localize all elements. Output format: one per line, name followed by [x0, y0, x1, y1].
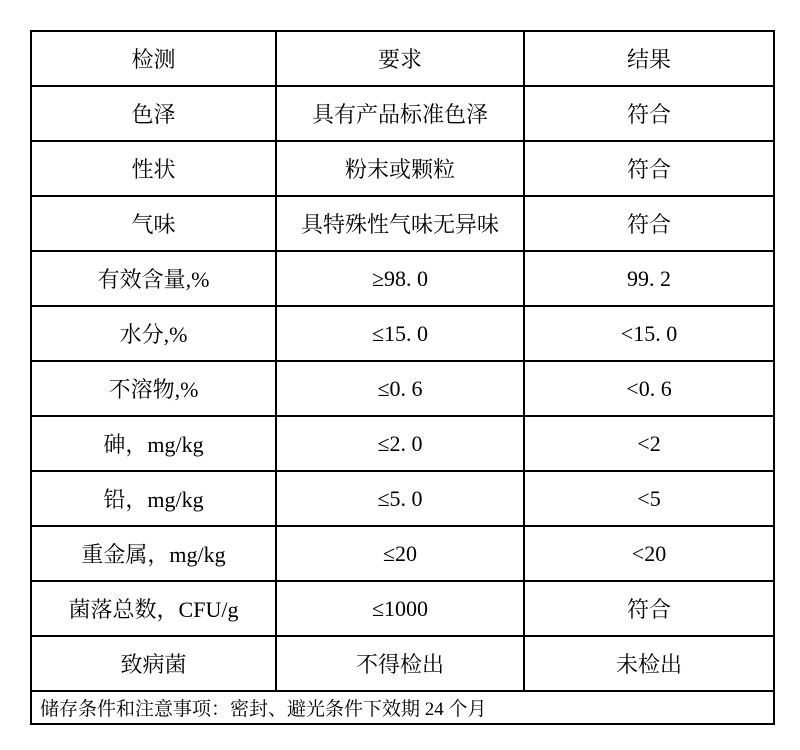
requirement-cell: 具有产品标准色泽 [276, 86, 524, 141]
requirement-cell: ≤1000 [276, 581, 524, 636]
requirement-cell: ≤0. 6 [276, 361, 524, 416]
item-cell: 不溶物,% [31, 361, 276, 416]
result-cell: 符合 [524, 86, 774, 141]
result-cell: <15. 0 [524, 306, 774, 361]
table-row [31, 526, 774, 581]
requirement-cell: ≤2. 0 [276, 416, 524, 471]
result-cell: 符合 [524, 141, 774, 196]
result-cell: <20 [524, 526, 774, 581]
table-row [31, 416, 774, 471]
item-cell: 水分,% [31, 306, 276, 361]
footer-row [31, 691, 774, 724]
requirement-cell: ≤5. 0 [276, 471, 524, 526]
table-row [31, 581, 774, 636]
table-body [31, 86, 774, 691]
item-cell: 有效含量,% [31, 251, 276, 306]
item-cell: 砷，mg/kg [31, 416, 276, 471]
requirement-cell: ≥98. 0 [276, 251, 524, 306]
result-cell: <0. 6 [524, 361, 774, 416]
requirement-cell: 不得检出 [276, 636, 524, 691]
requirement-cell: 粉末或颗粒 [276, 141, 524, 196]
storage-note: 储存条件和注意事项：密封、避光条件下效期 24 个月 [31, 691, 774, 724]
requirement-cell: ≤15. 0 [276, 306, 524, 361]
requirement-cell: 具特殊性气味无异味 [276, 196, 524, 251]
item-cell: 致病菌 [31, 636, 276, 691]
table-row [31, 86, 774, 141]
item-cell: 色泽 [31, 86, 276, 141]
table-row [31, 141, 774, 196]
result-cell: <2 [524, 416, 774, 471]
header-item: 检测 [31, 31, 276, 86]
header-requirement: 要求 [276, 31, 524, 86]
table-row [31, 196, 774, 251]
item-cell: 重金属，mg/kg [31, 526, 276, 581]
item-cell: 气味 [31, 196, 276, 251]
item-cell: 铅，mg/kg [31, 471, 276, 526]
result-cell: 99. 2 [524, 251, 774, 306]
inspection-spec-table [30, 30, 775, 725]
result-cell: 未检出 [524, 636, 774, 691]
header-row [31, 31, 774, 86]
table-row [31, 636, 774, 691]
table-row [31, 251, 774, 306]
table-row [31, 306, 774, 361]
result-cell: <5 [524, 471, 774, 526]
item-cell: 性状 [31, 141, 276, 196]
item-cell: 菌落总数，CFU/g [31, 581, 276, 636]
table-row [31, 361, 774, 416]
result-cell: 符合 [524, 196, 774, 251]
result-cell: 符合 [524, 581, 774, 636]
table-footer [31, 691, 774, 724]
table-row [31, 471, 774, 526]
table-header [31, 31, 774, 86]
requirement-cell: ≤20 [276, 526, 524, 581]
header-result: 结果 [524, 31, 774, 86]
